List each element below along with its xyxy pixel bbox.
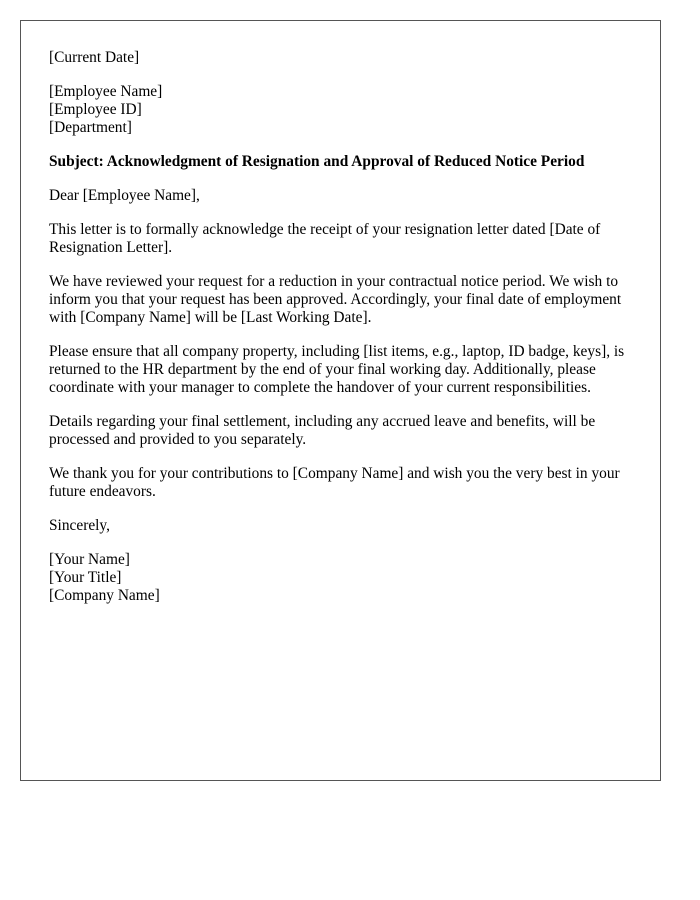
recipient-department: [Department]: [49, 119, 132, 136]
body-paragraph-thanks: We thank you for your contributions to [Company Name] and wish you the very best in your future endeavors.: [49, 465, 620, 500]
signature-company: [Company Name]: [49, 587, 160, 604]
body-paragraph-approval: We have reviewed your request for a reduction in your contractual notice period. We wish to inform you that your request has been approved. Accordingly, your final date of employment with [Company Name] will be [Last Working Date].: [49, 273, 622, 326]
signature-name: [Your Name]: [49, 551, 130, 568]
closing: Sincerely,: [49, 517, 110, 534]
signature-block: [49, 551, 632, 605]
recipient-block: [49, 83, 632, 137]
letter-date: [Current Date]: [49, 49, 140, 66]
salutation: Dear [Employee Name],: [49, 187, 200, 204]
date-block: [49, 49, 632, 67]
body-paragraph-acknowledgment: This letter is to formally acknowledge the receipt of your resignation letter dated [Date of Resignation Letter].: [49, 221, 601, 256]
recipient-id: [Employee ID]: [49, 101, 142, 118]
signature-title: [Your Title]: [49, 569, 122, 586]
body-paragraph-property-return: Please ensure that all company property, including [list items, e.g., laptop, ID badge, keys], is returned to the HR department by the end of your final working day. Additionally, please coordinate with your manager to complete the handover of your current responsibilities.: [49, 343, 625, 396]
body-paragraph-settlement: Details regarding your final settlement, including any accrued leave and benefits, will be processed and provided to you separately.: [49, 413, 596, 448]
subject-line: Subject: Acknowledgment of Resignation and Approval of Reduced Notice Period: [49, 153, 585, 170]
letter-page: [20, 20, 661, 781]
recipient-name: [Employee Name]: [49, 83, 163, 100]
